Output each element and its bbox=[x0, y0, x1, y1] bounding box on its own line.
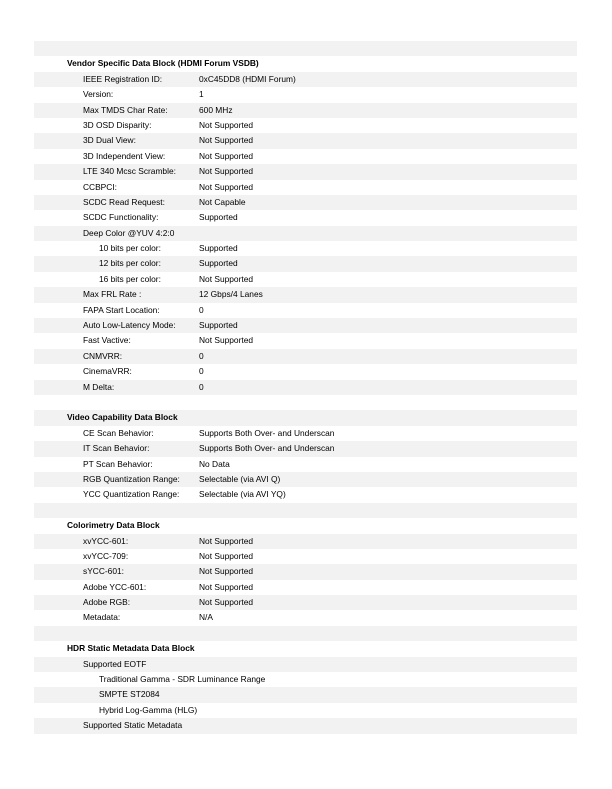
table-row bbox=[34, 195, 577, 210]
row-label: 3D Dual View: bbox=[83, 135, 136, 146]
row-label: Hybrid Log-Gamma (HLG) bbox=[99, 704, 198, 715]
row-value: Supports Both Over- and Underscan bbox=[199, 443, 335, 454]
table-row bbox=[34, 256, 577, 271]
row-value: No Data bbox=[199, 458, 230, 469]
table-row bbox=[34, 657, 577, 672]
row-value: N/A bbox=[199, 612, 213, 623]
table-row bbox=[34, 133, 577, 148]
section-title-vsdb: Vendor Specific Data Block (HDMI Forum VSDB) bbox=[34, 56, 577, 71]
section-spacer bbox=[34, 503, 577, 518]
row-value: Not Supported bbox=[199, 181, 254, 192]
row-label: Auto Low-Latency Mode: bbox=[83, 320, 176, 331]
table-row bbox=[34, 364, 577, 379]
row-value: 12 Gbps/4 Lanes bbox=[199, 289, 263, 300]
row-value: Selectable (via AVI YQ) bbox=[199, 489, 286, 500]
row-value: 0 bbox=[199, 350, 204, 361]
table-row bbox=[34, 534, 577, 549]
row-value: Supported bbox=[199, 212, 238, 223]
table-row bbox=[34, 149, 577, 164]
row-label: IT Scan Behavior: bbox=[83, 443, 150, 454]
row-label: CCBPCI: bbox=[83, 181, 117, 192]
row-label: M Delta: bbox=[83, 381, 115, 392]
table-row bbox=[34, 487, 577, 502]
table-row bbox=[34, 226, 577, 241]
row-value: 1 bbox=[199, 89, 204, 100]
row-value: Not Supported bbox=[199, 597, 254, 608]
row-label: Deep Color @YUV 4:2:0 bbox=[83, 227, 175, 238]
table-row bbox=[34, 672, 577, 687]
row-value: Selectable (via AVI Q) bbox=[199, 473, 281, 484]
row-label: Metadata: bbox=[83, 612, 121, 623]
row-value: 0 bbox=[199, 366, 204, 377]
row-label: SCDC Functionality: bbox=[83, 212, 159, 223]
table-row bbox=[34, 272, 577, 287]
row-value: 0xC45DD8 (HDMI Forum) bbox=[199, 73, 296, 84]
row-value: Supported bbox=[199, 320, 238, 331]
section-spacer bbox=[34, 395, 577, 410]
row-label: SCDC Read Request: bbox=[83, 196, 165, 207]
table-row bbox=[34, 180, 577, 195]
table-row bbox=[34, 580, 577, 595]
row-label: PT Scan Behavior: bbox=[83, 458, 153, 469]
row-label: 10 bits per color: bbox=[99, 243, 161, 254]
table-row bbox=[34, 72, 577, 87]
section-title-colorimetry: Colorimetry Data Block bbox=[34, 518, 577, 533]
table-row bbox=[34, 380, 577, 395]
row-value: Not Supported bbox=[199, 566, 254, 577]
table-row bbox=[34, 441, 577, 456]
row-label: YCC Quantization Range: bbox=[83, 489, 180, 500]
table-row bbox=[34, 241, 577, 256]
row-label: 3D Independent View: bbox=[83, 150, 166, 161]
row-label: Version: bbox=[83, 89, 114, 100]
row-label: Supported Static Metadata bbox=[83, 720, 183, 731]
row-value: Not Capable bbox=[199, 196, 246, 207]
row-value: Not Supported bbox=[199, 535, 254, 546]
row-value: Not Supported bbox=[199, 550, 254, 561]
section-title-vcdb: Video Capability Data Block bbox=[34, 410, 577, 425]
row-label: Fast Vactive: bbox=[83, 335, 131, 346]
row-value: Not Supported bbox=[199, 135, 254, 146]
edid-report bbox=[34, 41, 577, 734]
table-row bbox=[34, 287, 577, 302]
row-value: 0 bbox=[199, 304, 204, 315]
table-row bbox=[34, 210, 577, 225]
row-label: 3D OSD Disparity: bbox=[83, 119, 152, 130]
row-label: Max FRL Rate : bbox=[83, 289, 142, 300]
table-row bbox=[34, 457, 577, 472]
row-value: 0 bbox=[199, 381, 204, 392]
table-row bbox=[34, 303, 577, 318]
table-row bbox=[34, 595, 577, 610]
row-label: sYCC-601: bbox=[83, 566, 124, 577]
row-value: Not Supported bbox=[199, 581, 254, 592]
row-label: RGB Quantization Range: bbox=[83, 473, 180, 484]
row-label: Traditional Gamma - SDR Luminance Range bbox=[99, 674, 266, 685]
table-row bbox=[34, 610, 577, 625]
table-row bbox=[34, 687, 577, 702]
row-label: IEEE Registration ID: bbox=[83, 73, 163, 84]
row-label: CE Scan Behavior: bbox=[83, 427, 154, 438]
row-label: CinemaVRR: bbox=[83, 366, 132, 377]
row-label: xvYCC-709: bbox=[83, 550, 129, 561]
row-value: Not Supported bbox=[199, 273, 254, 284]
row-label: Max TMDS Char Rate: bbox=[83, 104, 168, 115]
row-value: Supported bbox=[199, 243, 238, 254]
section-spacer bbox=[34, 41, 577, 56]
table-row bbox=[34, 703, 577, 718]
row-value: 600 MHz bbox=[199, 104, 233, 115]
table-row bbox=[34, 549, 577, 564]
table-row bbox=[34, 472, 577, 487]
table-row bbox=[34, 564, 577, 579]
row-label: CNMVRR: bbox=[83, 350, 123, 361]
table-row bbox=[34, 118, 577, 133]
table-row bbox=[34, 103, 577, 118]
table-row bbox=[34, 349, 577, 364]
row-label: Adobe RGB: bbox=[83, 597, 131, 608]
table-row bbox=[34, 318, 577, 333]
section-title-hdr: HDR Static Metadata Data Block bbox=[34, 641, 577, 656]
row-label: LTE 340 Mcsc Scramble: bbox=[83, 166, 176, 177]
row-value: Not Supported bbox=[199, 150, 254, 161]
row-value: Supports Both Over- and Underscan bbox=[199, 427, 335, 438]
row-label: SMPTE ST2084 bbox=[99, 689, 160, 700]
row-value: Supported bbox=[199, 258, 238, 269]
row-label: 16 bits per color: bbox=[99, 273, 161, 284]
row-value: Not Supported bbox=[199, 335, 254, 346]
table-row bbox=[34, 164, 577, 179]
row-value: Not Supported bbox=[199, 166, 254, 177]
row-label: FAPA Start Location: bbox=[83, 304, 160, 315]
row-label: Supported EOTF bbox=[83, 658, 147, 669]
table-row bbox=[34, 718, 577, 733]
table-row bbox=[34, 87, 577, 102]
section-spacer bbox=[34, 626, 577, 641]
table-row bbox=[34, 333, 577, 348]
row-label: 12 bits per color: bbox=[99, 258, 161, 269]
table-row bbox=[34, 426, 577, 441]
row-value: Not Supported bbox=[199, 119, 254, 130]
row-label: Adobe YCC-601: bbox=[83, 581, 147, 592]
row-label: xvYCC-601: bbox=[83, 535, 129, 546]
